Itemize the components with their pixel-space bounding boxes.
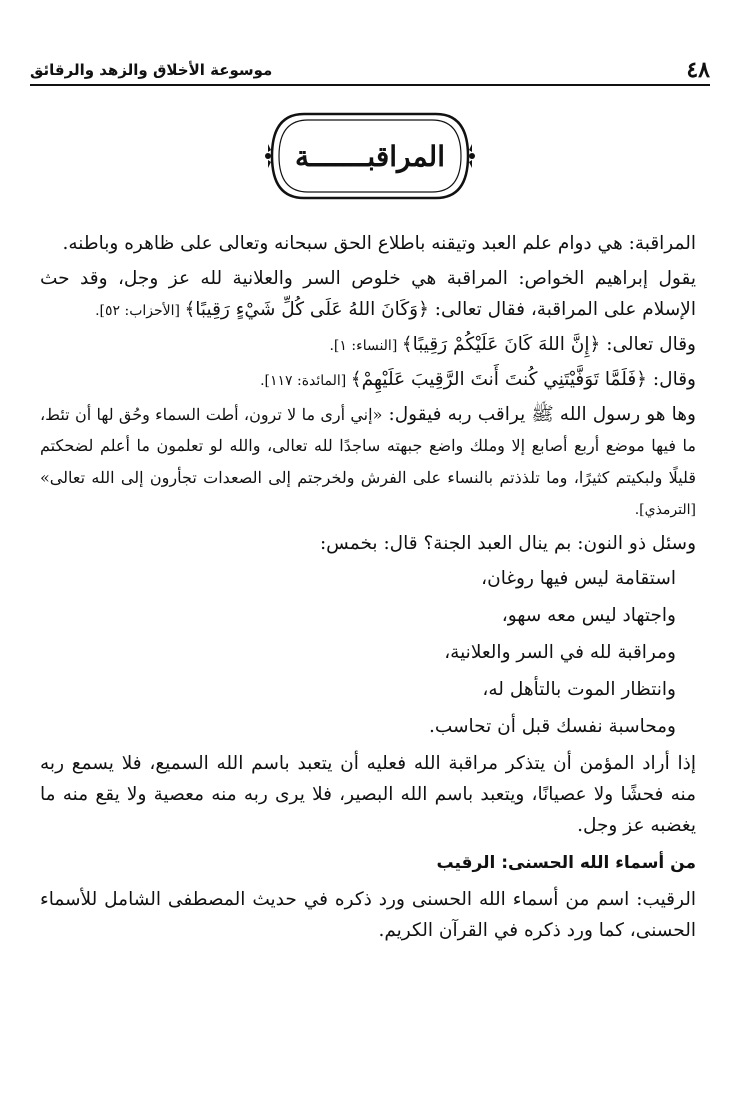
chapter-title: المراقبـــــــة (295, 140, 445, 173)
raqib-label: الرقيب: (636, 888, 696, 910)
khawas-text: يقول إبراهيم الخواص: المراقبة هي خلوص السر والعلانية لله عز وجل، وقد حث الإسلام على المراقبة، فقال تعالى: (40, 268, 696, 321)
list-item: استقامة ليس فيها روغان، (481, 567, 676, 589)
nisa-paragraph (40, 329, 696, 360)
maida-paragraph (40, 364, 696, 395)
definition-label: المراقبة: (628, 233, 696, 254)
nisa-intro: وقال تعالى: (600, 334, 696, 356)
verse-ref-ahzab: [الأحزاب: ٥٢]. (95, 303, 185, 320)
page-body (40, 228, 696, 950)
dhun-nun-paragraph: وسئل ذو النون: بم ينال العبد الجنة؟ قال: بخمس: (319, 532, 696, 554)
maida-intro: وقال: (647, 369, 696, 391)
hadith-text: «إني أرى ما لا ترون، أطت السماء وحُق لها أن تئط، ما فيها موضع أربع أصابع إلا وملك واضع جبهته ساجدًا لله تعالى، والله لو تعلمون ما أعلم لضحكتم قليلًا ولبكيتم كثيرًا، وما تلذذتم بالنساء على الفرش ولخرجتم إلى الصعدات تجأرون إلى الله تعالى» (40, 405, 696, 487)
list-item: واجتهاد ليس معه سهو، (501, 604, 676, 626)
khawas-paragraph (40, 263, 696, 325)
verse-ref-nisa: [النساء: ١]. (329, 338, 402, 355)
list-item: ومحاسبة نفسك قبل أن تحاسب. (429, 716, 676, 738)
verse-ref-maida: [المائدة: ١١٧]. (260, 373, 351, 390)
hadith-paragraph (40, 399, 696, 523)
believer-paragraph: إذا أراد المؤمن أن يتذكر مراقبة الله فعليه أن يتعبد باسم الله السميع، فلا يسمع ربه منه فحشًا ولا عصيانًا، ويتعبد باسم الله البصير، فلا يرى ربه منه معصية ولا يقع منه ما يغضبه عز وجل. (40, 753, 696, 837)
section-heading: من أسماء الله الحسنى: الرقيب (436, 853, 696, 874)
book-title: موسوعة الأخلاق والزهد والرقائق (30, 61, 273, 79)
hadith-ref: [الترمذي]. (634, 501, 696, 518)
quran-verse-ahzab: ﴿وَكَانَ اللهُ عَلَى كُلِّ شَيْءٍ رَقِيبًا﴾ (184, 299, 429, 321)
list-item: ومراقبة لله في السر والعلانية، (444, 641, 676, 663)
raqib-text: اسم من أسماء الله الحسنى ورد ذكره في حديث المصطفى الشامل للأسماء الحسنى، كما ورد ذكره في القرآن الكريم. (40, 888, 696, 942)
page-header (30, 56, 710, 86)
quran-verse-maida: ﴿فَلَمَّا تَوَفَّيْتَنِي كُنتَ أَنتَ الرَّقِيبَ عَلَيْهِمْ﴾ (350, 369, 648, 391)
prophet-intro: وها هو رسول الله ﷺ يراقب ربه فيقول: (382, 404, 696, 426)
raqib-paragraph (40, 884, 696, 946)
page-number: ٤٨ (686, 57, 710, 83)
definition-paragraph (40, 228, 696, 259)
chapter-title-frame (264, 108, 476, 204)
quran-verse-nisa: ﴿إِنَّ اللهَ كَانَ عَلَيْكُمْ رَقِيبًا﴾ (401, 334, 601, 356)
list-item: وانتظار الموت بالتأهل له، (482, 679, 676, 701)
definition-text: هي دوام علم العبد وتيقنه باطلاع الحق سبحانه وتعالى على ظاهره وباطنه. (62, 233, 629, 254)
